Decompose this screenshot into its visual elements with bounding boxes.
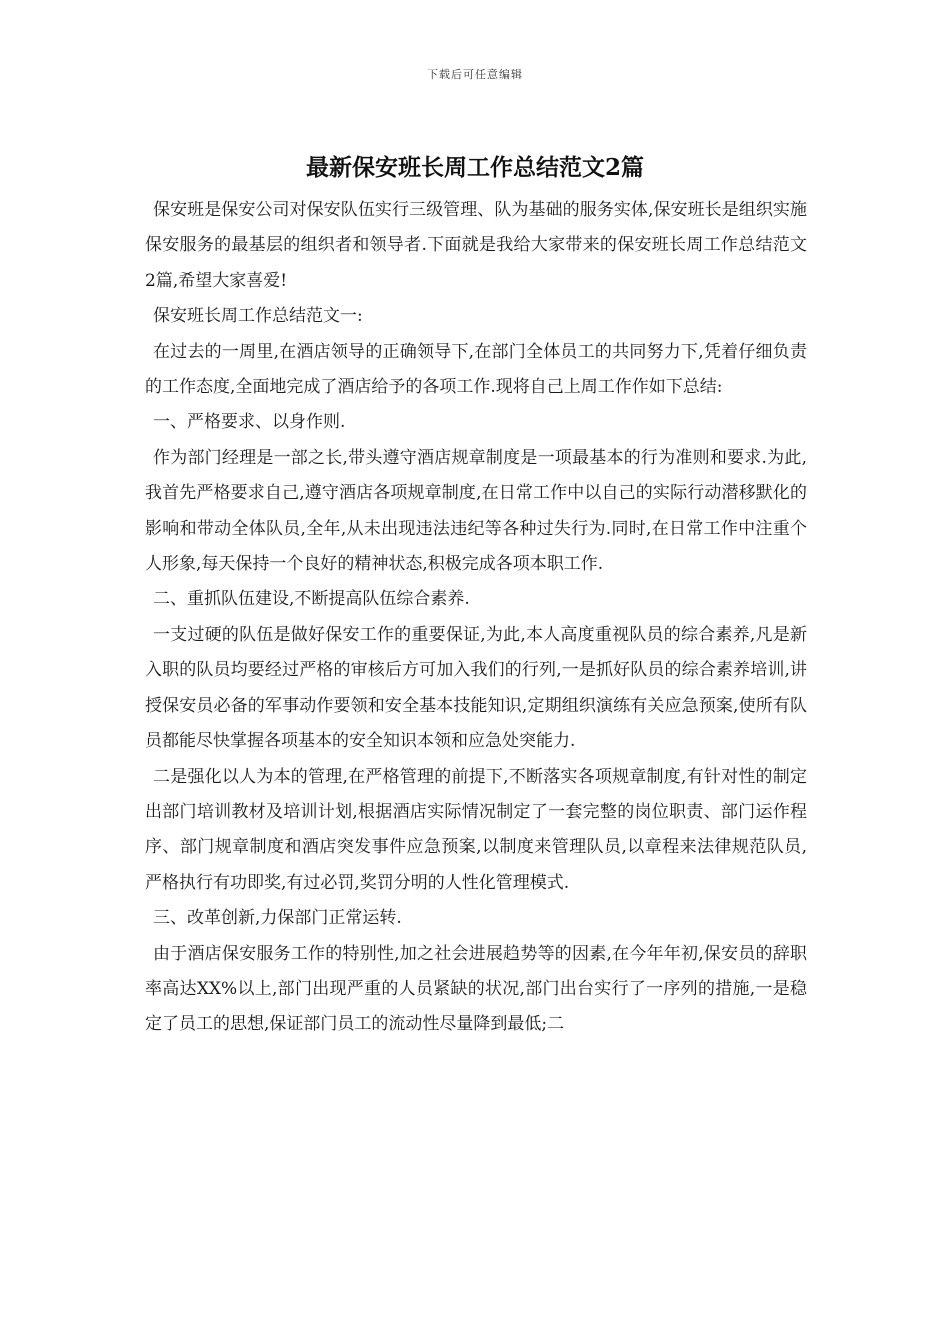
- paragraph-section-2b: 二是强化以人为本的管理,在严格管理的前提下,不断落实各项规章制度,有针对性的制定出部门培训教材及培训计划,根据酒店实际情况制定了一套完整的岗位职责、部门运作程序、部门规章制度和酒店突发事件应急预案,以制度来管理队员,以章程来法律规范队员,严格执行有功即奖,有过必罚,奖罚分明的人性化管理模式.: [145, 766, 807, 893]
- document-body: [145, 193, 807, 1043]
- paragraph-opening: 在过去的一周里,在酒店领导的正确领导下,在部门全体员工的共同努力下,凭着仔细负责的工作态度,全面地完成了酒店给予的各项工作.现将自己上周工作作如下总结:: [145, 341, 807, 398]
- section-heading-1: 一、严格要求、以身作则.: [153, 412, 346, 433]
- paragraph-subtitle: 保安班长周工作总结范文一:: [153, 306, 363, 327]
- header-note: 下载后可任意编辑: [427, 68, 523, 81]
- section-heading-3: 三、改革创新,力保部门正常运转.: [153, 908, 402, 929]
- paragraph-section-1: 作为部门经理是一部之长,带头遵守酒店规章制度是一项最基本的行为准则和要求.为此,我首先严格要求自己,遵守酒店各项规章制度,在日常工作中以自己的实际行动潜移默化的影响和带动全体队员,全年,从未出现违法违纪等各种过失行为.同时,在日常工作中注重个人形象,每天保持一个良好的精神状态,积极完成各项本职工作.: [145, 447, 807, 575]
- paragraph-intro: 保安班是保安公司对保安队伍实行三级管理、队为基础的服务实体,保安班长是组织实施保安服务的最基层的组织者和领导者.下面就是我给大家带来的保安班长周工作总结范文2篇,希望大家喜爱!: [145, 200, 807, 291]
- section-heading-2: 二、重抓队伍建设,不断提高队伍综合素养.: [153, 589, 470, 610]
- paragraph-section-3: 由于酒店保安服务工作的特别性,加之社会进展趋势等的因素,在今年年初,保安员的辞职率高达XX%以上,部门出现严重的人员紧缺的状况,部门出台实行了一序列的措施,一是稳定了员工的思想,保证部门员工的流动性尽量降到最低;二: [145, 943, 807, 1035]
- document-title: 最新保安班长周工作总结范文2篇: [305, 154, 644, 181]
- paragraph-section-2a: 一支过硬的队伍是做好保安工作的重要保证,为此,本人高度重视队员的综合素养,凡是新入职的队员均要经过严格的审核后方可加入我们的行列,一是抓好队员的综合素养培训,讲授保安员必备的军事动作要领和安全基本技能知识,定期组织演练有关应急预案,使所有队员都能尽快掌握各项基本的安全知识本领和应急处突能力.: [145, 624, 807, 752]
